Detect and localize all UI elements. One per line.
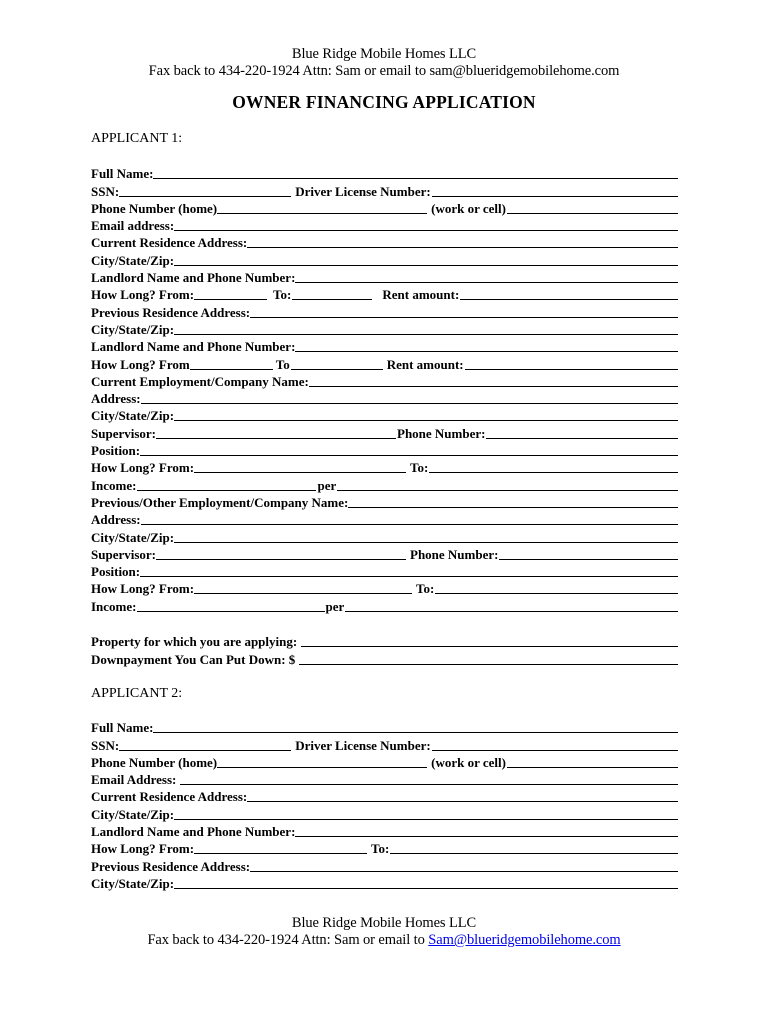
field-label: Previous/Other Employment/Company Name: [91, 494, 349, 510]
field-label: Rent amount: [386, 356, 464, 372]
form-row [91, 441, 678, 458]
footer-contact-text: Fax back to 434-220-1924 Attn: Sam or email to [147, 932, 429, 948]
property-field[interactable] [301, 634, 678, 647]
field-label: Income: [91, 477, 137, 493]
field-label: Previous Residence Address: [91, 858, 251, 874]
field-label: Landlord Name and Phone Number: [91, 270, 296, 286]
employment-from-field[interactable] [194, 460, 406, 473]
form-row [91, 458, 678, 475]
field-label: How Long? From [91, 356, 190, 372]
field-label: Driver License Number: [295, 183, 431, 199]
field-label: Full Name: [91, 720, 154, 736]
field-label: Phone Number (home) [91, 200, 218, 216]
rent-amount-field[interactable] [460, 287, 678, 300]
rent-amount-field[interactable] [465, 357, 678, 370]
supervisor-phone-field[interactable] [499, 547, 678, 560]
landlord-field[interactable] [295, 270, 678, 283]
field-label: SSN: [91, 183, 120, 199]
footer-company: Blue Ridge Mobile Homes LLC [291, 915, 477, 931]
field-label: per [317, 477, 337, 493]
field-label: Landlord Name and Phone Number: [91, 824, 296, 840]
field-label: Full Name: [91, 166, 154, 182]
form-row [91, 632, 678, 649]
form-row [91, 181, 678, 198]
footer-contact [0, 932, 768, 948]
form-row [91, 874, 678, 891]
previous-address-field[interactable] [250, 305, 678, 318]
field-label: City/State/Zip: [91, 408, 175, 424]
employer-address-field[interactable] [141, 391, 678, 404]
city-state-zip-field[interactable] [174, 876, 678, 889]
field-label: per [325, 598, 345, 614]
field-label: To [275, 356, 290, 372]
previous-employment-field[interactable] [348, 495, 678, 508]
field-label: Email Address: [91, 772, 177, 788]
field-label: City/State/Zip: [91, 252, 175, 268]
form-row [91, 320, 678, 337]
form-row [91, 268, 678, 285]
field-label: City/State/Zip: [91, 529, 175, 545]
form-row [91, 856, 678, 873]
city-state-zip-field[interactable] [174, 807, 678, 820]
field-label: How Long? From: [91, 841, 195, 857]
field-label: Income: [91, 598, 137, 614]
form-row [91, 822, 678, 839]
form-row [91, 337, 678, 354]
how-long-from-field[interactable] [194, 841, 367, 854]
form-row [91, 753, 678, 770]
form-row [91, 787, 678, 804]
form-row [91, 285, 678, 302]
form-row [91, 596, 678, 613]
form-row [91, 423, 678, 440]
how-long-from-field[interactable] [194, 287, 267, 300]
income-field[interactable] [137, 478, 316, 491]
current-address-field[interactable] [247, 235, 678, 248]
field-label: Property for which you are applying: [91, 634, 298, 650]
field-label: How Long? From: [91, 287, 195, 303]
form-row [91, 718, 678, 735]
field-label: Landlord Name and Phone Number: [91, 339, 296, 355]
field-label: Downpayment You Can Put Down: $ [91, 651, 296, 667]
field-label: To: [371, 841, 390, 857]
field-label: To: [416, 581, 435, 597]
field-label: Address: [91, 391, 141, 407]
email-field[interactable] [180, 772, 678, 785]
current-address-field[interactable] [247, 789, 678, 802]
supervisor-field[interactable] [156, 426, 396, 439]
form-row [91, 527, 678, 544]
field-label: How Long? From: [91, 581, 195, 597]
form-row [91, 302, 678, 319]
field-label: Current Employment/Company Name: [91, 373, 309, 389]
field-label: Position: [91, 564, 141, 580]
employment-to-field[interactable] [435, 581, 678, 594]
phone-work-field[interactable] [507, 201, 678, 214]
applicant2-heading: APPLICANT 2: [91, 686, 183, 701]
city-state-zip-field[interactable] [174, 408, 678, 421]
field-label: Phone Number: [397, 425, 486, 441]
email-link[interactable]: Sam@blueridgemobilehome.com [428, 932, 621, 948]
form-row [91, 164, 678, 181]
email-field[interactable] [174, 218, 678, 231]
field-label: City/State/Zip: [91, 806, 175, 822]
form-row [91, 839, 678, 856]
header-company: Blue Ridge Mobile Homes LLC [291, 46, 477, 62]
form-row [91, 649, 678, 666]
phone-home-field[interactable] [217, 755, 427, 768]
field-label: (work or cell) [431, 200, 506, 216]
field-label: Position: [91, 443, 141, 459]
field-label: Phone Number: [410, 546, 499, 562]
supervisor-phone-field[interactable] [486, 426, 678, 439]
landlord-field[interactable] [295, 339, 678, 352]
form-row [91, 735, 678, 752]
form-row [91, 233, 678, 250]
field-label: Driver License Number: [295, 737, 431, 753]
full-name-field[interactable] [153, 166, 678, 179]
form-row [91, 562, 678, 579]
property-section [91, 632, 678, 667]
driver-license-field[interactable] [432, 184, 678, 197]
employment-from-field[interactable] [194, 581, 412, 594]
form-row [91, 475, 678, 492]
form-row [91, 579, 678, 596]
header-contact: Fax back to 434-220-1924 Attn: Sam or email to sam@blueridgemobilehome.com [148, 63, 620, 79]
field-label: City/State/Zip: [91, 321, 175, 337]
how-long-to-field[interactable] [292, 287, 372, 300]
form-row [91, 216, 678, 233]
applicant2-form [91, 718, 678, 891]
field-label: Address: [91, 512, 141, 528]
ssn-field[interactable] [119, 184, 291, 197]
field-label: Current Residence Address: [91, 789, 248, 805]
downpayment-field[interactable] [299, 652, 678, 665]
income-per-field[interactable] [345, 599, 678, 612]
income-field[interactable] [137, 599, 325, 612]
city-state-zip-field[interactable] [174, 253, 678, 266]
full-name-field[interactable] [153, 720, 678, 733]
field-label: Email address: [91, 218, 175, 234]
driver-license-field[interactable] [432, 738, 678, 751]
field-label: City/State/Zip: [91, 875, 175, 891]
how-long-to-field[interactable] [291, 357, 383, 370]
field-label: Supervisor: [91, 546, 156, 562]
phone-home-field[interactable] [217, 201, 427, 214]
field-label: Phone Number (home) [91, 754, 218, 770]
field-label: How Long? From: [91, 460, 195, 476]
form-row [91, 804, 678, 821]
supervisor-field[interactable] [156, 547, 406, 560]
field-label: To: [410, 460, 429, 476]
employer-address-field[interactable] [141, 512, 678, 525]
form-row [91, 545, 678, 562]
field-label: SSN: [91, 737, 120, 753]
how-long-from-field[interactable] [190, 357, 273, 370]
form-row [91, 406, 678, 423]
field-label: (work or cell) [431, 754, 506, 770]
employment-to-field[interactable] [429, 460, 678, 473]
phone-work-field[interactable] [507, 755, 678, 768]
field-label: Rent amount: [382, 287, 460, 303]
form-row [91, 354, 678, 371]
applicant1-heading: APPLICANT 1: [91, 131, 183, 146]
form-row [91, 389, 678, 406]
page-title: OWNER FINANCING APPLICATION [232, 92, 536, 112]
form-row [91, 510, 678, 527]
current-employment-field[interactable] [309, 374, 678, 387]
ssn-field[interactable] [119, 738, 291, 751]
form-row [91, 770, 678, 787]
form-row [91, 199, 678, 216]
field-label: Previous Residence Address: [91, 304, 251, 320]
income-per-field[interactable] [337, 478, 678, 491]
city-state-zip-field[interactable] [174, 530, 678, 543]
form-row [91, 372, 678, 389]
applicant1-form [91, 164, 678, 614]
field-label: To: [273, 287, 292, 303]
position-field[interactable] [140, 564, 678, 577]
city-state-zip-field[interactable] [174, 322, 678, 335]
previous-address-field[interactable] [250, 859, 678, 872]
field-label: Supervisor: [91, 425, 156, 441]
field-label: Current Residence Address: [91, 235, 248, 251]
form-row [91, 493, 678, 510]
form-row [91, 250, 678, 267]
landlord-field[interactable] [295, 824, 678, 837]
position-field[interactable] [140, 443, 678, 456]
how-long-to-field[interactable] [390, 841, 678, 854]
